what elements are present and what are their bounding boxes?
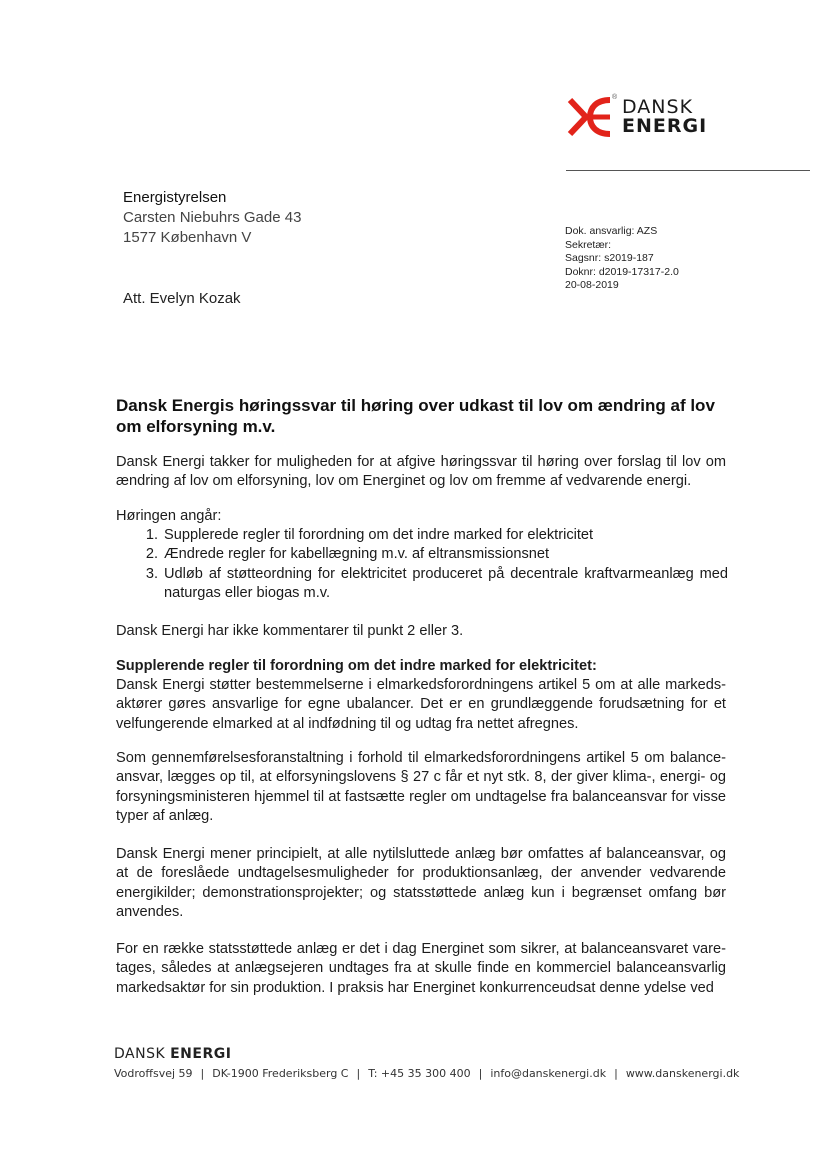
list-item-number: 2. [145,546,158,563]
dansk-energi-logo [566,94,716,140]
registered-mark: ® [612,94,618,101]
intro-paragraph: Dansk Energi takker for muligheden for at afgive høringssvar til høring over forslag til lov om ændring af lov om elforsyning, lov om Energinet og lov om fremme af vedvarende energi. [116,454,726,490]
recipient-name: Energistyrelsen [123,189,227,206]
footer-brand-bold: ENERGI [170,1046,232,1062]
meta-document-number: Doknr: d2019-17317-2.0 [565,265,679,278]
footer-separator: | [478,1067,483,1080]
list-item-text: Supplerede regler til forordning om det indre marked for elektricitet [164,527,594,543]
footer-address: Vodroffsvej 59 [114,1067,193,1080]
footer-postal: DK-1900 Frederiksberg C [212,1067,349,1080]
footer-email-link[interactable]: info@danskenergi.dk [490,1067,607,1080]
dansk-energi-logo-mark-icon [566,96,614,138]
footer-separator: | [356,1067,361,1080]
no-comments-paragraph: Dansk Energi har ikke kommentarer til punkt 2 eller 3. [116,623,464,639]
paragraph-principle: Dansk Energi mener principielt, at alle nytilsluttede anlæg bør omfattes af balanceansvar, og at de foreslåede undtagelsesmuligheder for produktionsanlæg, der anvender vedvarende energikilder; demonstrationsprojekter; og statsstøttede anlæg kun i begrænset omfang bør anvendes. [116,846,726,920]
header-rule [566,170,810,171]
footer-phone: T: +45 35 300 400 [368,1067,471,1080]
letter-title: Dansk Energis høringssvar til høring over udkast til lov om ændring af lov om elforsyning m.v. [116,396,715,436]
list-item [116,526,728,545]
recipient-city: 1577 København V [123,229,252,246]
list-item-number: 3. [145,565,158,582]
attention-line: Att. Evelyn Kozak [123,290,241,307]
section-paragraph-1: Dansk Energi støtter bestemmelserne i elmarkedsforordningens artikel 5 om at alle markeds-aktører gøres ansvarlige for egne ubalancer. Det er en grundlæggende forudsætning for et velfungerende elmarked at al indfødning til og udtag fra nettet afregnes. [116,677,726,732]
list-item-text: Udløb af støtteordning for elektricitet produceret på decentrale kraftvarmeanlæg med naturgas eller biogas m.v. [164,565,728,601]
document-meta [565,225,679,293]
footer-separator: | [200,1067,205,1080]
recipient-street: Carsten Niebuhrs Gade 43 [123,209,302,226]
footer-brand [114,1046,231,1062]
list-heading: Høringen angår: [116,508,222,524]
meta-responsible: Dok. ansvarlig: AZS [565,225,658,237]
logo-word-energi: ENERGI [622,115,708,137]
hearing-topics-list [116,526,728,603]
list-item [116,565,728,604]
meta-secretary: Sekretær: [565,238,612,251]
list-item [116,545,728,564]
paragraph-balance-responsibility: Som gennemførelsesforanstaltning i forhold til elmarkedsforordningens artikel 5 om balance-ansvar, lægges op til, at elforsyningslovens § 27 c får et nyt stk. 8, der giver klima-, energi- og forsyningsministeren hjemmel til at fastsætte regler om undtagelse fra balanceansvar for visse typer af anlæg. [116,750,726,824]
logo-word-dansk: DANSK [622,96,694,118]
footer-brand-light: DANSK [114,1046,166,1062]
footer-separator: | [614,1067,618,1080]
recipient-address [123,188,301,248]
footer-contact-info [114,1067,739,1080]
footer-web-link[interactable]: www.danskenergi.dk [625,1067,740,1080]
meta-case-number: Sagsnr: s2019-187 [565,252,654,264]
list-item-text: Ændrede regler for kabellægning m.v. af eltransmissionsnet [164,546,550,563]
section-heading: Supplerende regler til forordning om det indre marked for elektricitet: [116,658,597,674]
list-item-number: 1. [145,527,158,543]
meta-date: 20-08-2019 [565,279,619,291]
paragraph-state-supported: For en række statsstøttede anlæg er det i dag Energinet som sikrer, at balanceansvaret vare-tages, således at anlægsejeren undtages fra at skulle finde en kommerciel balanceansvarlig markedsaktør for sin produktion. I praksis har Energinet konkurrenceudsat denne ydelse ved [116,941,726,996]
